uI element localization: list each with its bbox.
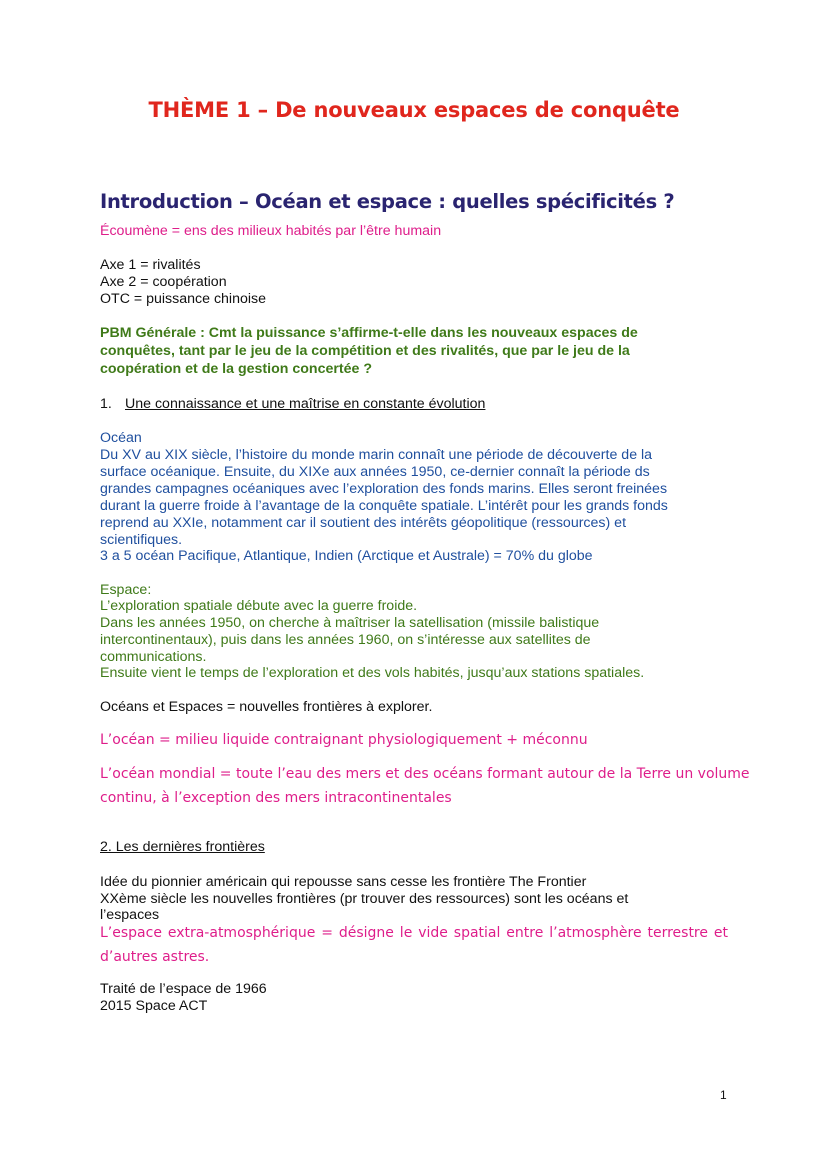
pbm-line: PBM Générale : Cmt la puissance s’affirme-t-elle dans les nouveaux espaces de <box>100 325 638 341</box>
ocean-line: grandes campagnes océaniques avec l’exploration des fonds marins. Elles seront freinées <box>100 481 668 497</box>
espace-line: communications. <box>100 649 207 665</box>
espace-line: L’exploration spatiale débute avec la guerre froide. <box>100 598 418 614</box>
espace-line: Ensuite vient le temps de l’exploration et des vols habités, jusqu’aux stations spatiales. <box>100 665 645 681</box>
ocean-line: durant la guerre froide à l’avantage de la conquête spatiale. L’intérêt pour les grands fonds <box>100 498 668 514</box>
axis-line: Axe 1 = rivalités <box>100 257 201 273</box>
espace-heading: Espace: <box>100 582 152 598</box>
frontier-line: XXème siècle les nouvelles frontières (pr trouver des ressources) sont les océans et <box>100 891 629 907</box>
espace-line: intercontinentaux), puis dans les années 1960, on s’intéresse aux satellites de <box>100 632 591 648</box>
ecoumene-definition: Écoumène = ens des milieux habités par l’être humain <box>100 223 442 239</box>
section-1-title: Une connaissance et une maîtrise en constante évolution <box>125 396 486 412</box>
section-2-title: 2. Les dernières frontières <box>100 839 265 855</box>
ocean-line: Du XV au XIX siècle, l’histoire du monde marin connaît une période de découverte de la <box>100 447 653 463</box>
pbm-line: conquêtes, tant par le jeu de la compétition et des rivalités, que par le jeu de la <box>100 343 630 359</box>
pbm-line: coopération et de la gestion concertée ? <box>100 361 372 377</box>
document-title: THÈME 1 – De nouveaux espaces de conquête <box>148 98 680 122</box>
ocean-line: surface océanique. Ensuite, du XIXe aux années 1950, ce-dernier connaît la période ds <box>100 464 650 480</box>
ocean-line: scientifiques. <box>100 532 183 548</box>
espace-definition: L’espace extra-atmosphérique = désigne le vide spatial entre l’atmosphère terrestre et d’autres astres. <box>100 925 728 965</box>
ocean-heading: Océan <box>100 430 142 446</box>
intro-heading: Introduction – Océan et espace : quelles spécificités ? <box>100 190 675 213</box>
section-1-number: 1. <box>100 396 112 412</box>
ocean-line: reprend au XXIe, notamment car il soutient des intérêts géopolitique (ressources) et <box>100 515 627 531</box>
ocean-line: 3 a 5 océan Pacifique, Atlantique, Indien (Arctique et Australe) = 70% du globe <box>100 548 593 564</box>
espace-line: Dans les années 1950, on cherche à maîtriser la satellisation (missile balistique <box>100 615 600 631</box>
page-number: 1 <box>720 1088 727 1102</box>
treaty-line: 2015 Space ACT <box>100 998 208 1014</box>
ocean-mondial-definition: continu, à l’exception des mers intracontinentales <box>100 790 452 806</box>
axis-line: OTC = puissance chinoise <box>100 291 266 307</box>
axis-line: Axe 2 = coopération <box>100 274 227 290</box>
frontieres-statement: Océans et Espaces = nouvelles frontières à explorer. <box>100 699 433 715</box>
frontier-line: l’espaces <box>100 907 160 923</box>
frontier-line: Idée du pionnier américain qui repousse sans cesse les frontière The Frontier <box>100 874 587 890</box>
treaty-line: Traité de l’espace de 1966 <box>100 981 267 997</box>
ocean-definition: L’océan = milieu liquide contraignant physiologiquement + méconnu <box>100 732 588 748</box>
ocean-mondial-definition: L’océan mondial = toute l’eau des mers et des océans formant autour de la Terre un volume <box>100 766 750 782</box>
